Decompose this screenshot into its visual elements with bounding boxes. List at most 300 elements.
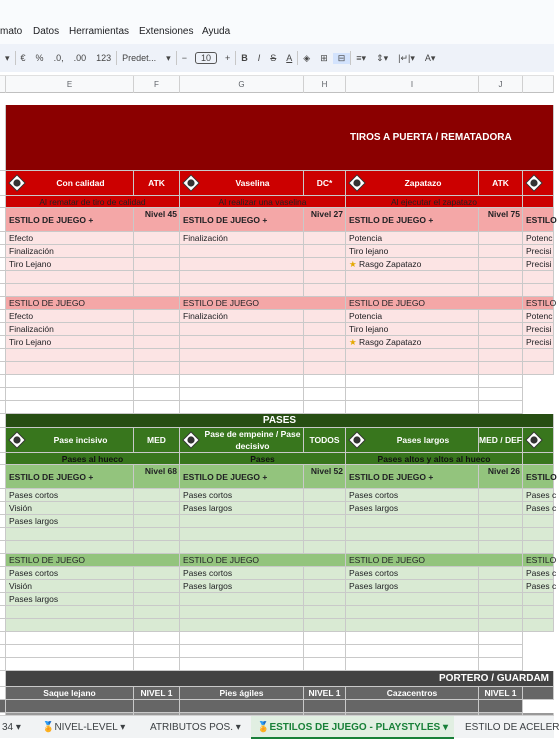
cell[interactable] (479, 232, 523, 245)
cell[interactable] (479, 528, 523, 541)
playstyle-attribute[interactable]: Tiro Lejano (6, 258, 134, 271)
empty-cell[interactable] (134, 401, 180, 414)
number-format-button[interactable]: 123 (96, 53, 112, 63)
empty-cell[interactable] (6, 632, 134, 645)
estilo-plus-label-partial[interactable]: ESTILO (523, 465, 554, 489)
playstyle-attribute[interactable] (346, 619, 479, 632)
empty-cell[interactable] (6, 375, 134, 388)
sheet-tab-aceleracion[interactable]: ESTILO DE ACELER (465, 722, 559, 733)
empty-cell[interactable] (304, 645, 346, 658)
playstyle-name[interactable]: Saque lejano (6, 687, 134, 700)
cell[interactable] (134, 502, 180, 515)
cell[interactable] (134, 489, 180, 502)
cell[interactable] (134, 580, 180, 593)
cell[interactable] (134, 258, 180, 271)
cell[interactable] (304, 700, 346, 713)
font-size-input[interactable]: 10 (195, 52, 217, 64)
cell[interactable] (180, 700, 304, 713)
cell[interactable] (479, 580, 523, 593)
nivel-value[interactable]: Nivel 52 (304, 465, 346, 489)
playstyle-attribute[interactable]: Finalización (180, 310, 304, 323)
row-gap[interactable] (0, 336, 6, 349)
playstyle-attribute[interactable]: Tiro lejano (346, 323, 479, 336)
playstyle-attribute[interactable]: Pases largos (346, 502, 479, 515)
cell[interactable] (304, 619, 346, 632)
playstyle-attribute[interactable] (180, 349, 304, 362)
cell[interactable] (304, 502, 346, 515)
partial-attribute[interactable]: Precisi (523, 336, 554, 349)
cell[interactable] (479, 700, 523, 713)
playstyle-attribute[interactable] (346, 515, 479, 528)
playstyle-attribute[interactable] (180, 245, 304, 258)
cell[interactable] (304, 580, 346, 593)
cell[interactable] (134, 362, 180, 375)
playstyle-attribute[interactable] (180, 271, 304, 284)
empty-cell[interactable] (304, 632, 346, 645)
cell[interactable] (346, 700, 479, 713)
playstyle-attribute[interactable] (180, 593, 304, 606)
cell[interactable] (134, 619, 180, 632)
partial-attribute[interactable]: Precisi (523, 323, 554, 336)
empty-cell[interactable] (134, 388, 180, 401)
cell[interactable] (304, 593, 346, 606)
playstyle-attribute[interactable]: Pases largos (6, 593, 134, 606)
nivel-value[interactable]: Nivel 45 (134, 208, 180, 232)
playstyle-category[interactable]: MED / DEF (479, 428, 523, 453)
playstyle-attribute[interactable]: Tiro Lejano (6, 336, 134, 349)
playstyle-attribute[interactable] (346, 362, 479, 375)
row-gap[interactable] (0, 196, 6, 208)
section-title-pases[interactable]: PASES (6, 414, 554, 428)
playstyle-name[interactable]: Pases largos (346, 428, 479, 453)
spreadsheet-grid[interactable] (0, 93, 557, 715)
playstyle-attribute[interactable]: Potencia (346, 310, 479, 323)
partial-attribute[interactable] (523, 619, 554, 632)
playstyle-attribute[interactable]: ★ Rasgo Zapatazo (346, 258, 479, 271)
playstyle-attribute[interactable]: Finalización (180, 232, 304, 245)
playstyle-attribute[interactable] (6, 271, 134, 284)
estilo-plus-label-partial[interactable]: ESTILO (523, 208, 554, 232)
cell[interactable] (134, 528, 180, 541)
cell[interactable] (304, 310, 346, 323)
cell[interactable] (134, 567, 180, 580)
row-gap[interactable] (0, 465, 6, 489)
sheet-tab-atributos[interactable]: ATRIBUTOS POS. ▾ (150, 722, 241, 733)
estilo-plus-label[interactable]: ESTILO DE JUEGO + (180, 208, 304, 232)
chevron-down-icon[interactable]: ▾ (5, 52, 10, 63)
estilo-label-partial[interactable]: ESTILO (523, 297, 554, 310)
cell[interactable] (479, 541, 523, 554)
cell[interactable] (523, 196, 554, 208)
row-gap[interactable] (0, 541, 6, 554)
playstyle-description[interactable]: Al ejecutar el zapatazo (346, 196, 523, 208)
cell[interactable] (134, 245, 180, 258)
playstyle-name[interactable]: Pase de empeine / Pase decisivo (180, 428, 304, 453)
playstyle-category[interactable]: NIVEL 1 (479, 687, 523, 700)
cell[interactable] (479, 336, 523, 349)
partial-attribute[interactable]: Pases c (523, 567, 554, 580)
row-gap[interactable] (0, 362, 6, 375)
cell[interactable] (304, 245, 346, 258)
menu-ayuda[interactable]: Ayuda (202, 26, 231, 37)
partial-attribute[interactable] (523, 349, 554, 362)
menu-herramientas[interactable]: Herramientas (69, 26, 130, 37)
partial-attribute[interactable] (523, 271, 554, 284)
cell[interactable] (304, 362, 346, 375)
empty-cell[interactable] (479, 632, 523, 645)
row-gap[interactable] (0, 428, 6, 453)
playstyle-attribute[interactable]: Efecto (6, 310, 134, 323)
text-rotate-icon[interactable]: A▾ (424, 52, 436, 63)
row-gap[interactable] (0, 515, 6, 528)
cell[interactable] (479, 515, 523, 528)
row-gap[interactable] (0, 297, 6, 310)
cell[interactable] (134, 349, 180, 362)
row-gap[interactable] (0, 245, 6, 258)
row-gap[interactable] (0, 284, 6, 297)
row-gap[interactable] (0, 593, 6, 606)
cell[interactable] (479, 271, 523, 284)
row-gap[interactable] (0, 271, 6, 284)
sheet-tab-estilos[interactable]: 🏅ESTILOS DE JUEGO - PLAYSTYLES ▾ (251, 716, 454, 739)
playstyle-attribute[interactable]: Tiro lejano (346, 245, 479, 258)
strikethrough-icon[interactable]: S (270, 53, 277, 63)
empty-cell[interactable] (180, 401, 304, 414)
empty-cell[interactable] (346, 645, 479, 658)
estilo-plus-label[interactable]: ESTILO DE JUEGO + (346, 208, 479, 232)
playstyle-attribute[interactable] (6, 606, 134, 619)
playstyle-attribute[interactable]: Potencia (346, 232, 479, 245)
empty-cell[interactable] (346, 401, 479, 414)
empty-cell[interactable] (304, 388, 346, 401)
estilo-label[interactable]: ESTILO DE JUEGO (6, 297, 180, 310)
cell[interactable] (304, 349, 346, 362)
empty-cell[interactable] (134, 632, 180, 645)
cell[interactable] (134, 323, 180, 336)
playstyle-description[interactable]: Al realizar una vaselina (180, 196, 346, 208)
cell[interactable] (479, 619, 523, 632)
cell[interactable] (304, 489, 346, 502)
partial-attribute[interactable] (523, 606, 554, 619)
section-title-portero[interactable]: PORTERO / GUARDAM (6, 671, 554, 687)
playstyle-attribute[interactable] (180, 606, 304, 619)
playstyle-attribute[interactable]: Pases cortos (180, 489, 304, 502)
playstyle-category[interactable]: NIVEL 1 (304, 687, 346, 700)
empty-cell[interactable] (134, 645, 180, 658)
partial-attribute[interactable]: Precisi (523, 258, 554, 271)
playstyle-description[interactable]: Pases altos y altos al hueco (346, 453, 523, 465)
row-gap[interactable] (0, 208, 6, 232)
menu-extensiones[interactable]: Extensiones (139, 26, 194, 37)
playstyle-description[interactable]: Al rematar de tiro de calidad (6, 196, 180, 208)
empty-cell[interactable] (479, 658, 523, 671)
nivel-value[interactable]: Nivel 26 (479, 465, 523, 489)
playstyle-name[interactable]: Zapatazo (346, 171, 479, 196)
playstyle-attribute[interactable]: Pases cortos (6, 567, 134, 580)
empty-cell[interactable] (304, 375, 346, 388)
empty-cell[interactable] (134, 658, 180, 671)
row-gap[interactable] (0, 502, 6, 515)
vertical-align-icon[interactable]: ⇕▾ (376, 52, 389, 63)
playstyle-attribute[interactable] (346, 284, 479, 297)
cell[interactable] (134, 336, 180, 349)
playstyle-name[interactable]: Vaselina (180, 171, 304, 196)
estilo-label[interactable]: ESTILO DE JUEGO (346, 297, 523, 310)
estilo-plus-label[interactable]: ESTILO DE JUEGO + (6, 208, 134, 232)
row-gap[interactable] (0, 528, 6, 541)
playstyle-category[interactable]: DC* (304, 171, 346, 196)
cell[interactable] (304, 271, 346, 284)
playstyle-attribute[interactable]: Pases cortos (180, 567, 304, 580)
empty-cell[interactable] (180, 388, 304, 401)
row-gap[interactable] (0, 310, 6, 323)
playstyle-category[interactable]: MED (134, 428, 180, 453)
column-header-j[interactable]: J (479, 76, 523, 93)
playstyle-attribute[interactable] (180, 362, 304, 375)
decrease-decimal-button[interactable]: .0, (53, 53, 64, 63)
playstyle-attribute[interactable] (180, 541, 304, 554)
column-header-f[interactable]: F (134, 76, 180, 93)
playstyle-attribute[interactable]: Finalización (6, 323, 134, 336)
estilo-plus-label[interactable]: ESTILO DE JUEGO + (6, 465, 134, 489)
estilo-plus-label[interactable]: ESTILO DE JUEGO + (180, 465, 304, 489)
row-gap[interactable] (0, 580, 6, 593)
cell[interactable] (6, 700, 134, 713)
font-select[interactable]: Predet... (122, 53, 157, 63)
nivel-value[interactable]: Nivel 27 (304, 208, 346, 232)
partial-attribute[interactable]: Pases c (523, 502, 554, 515)
row-gap[interactable] (0, 489, 6, 502)
section-title-tiros[interactable]: TIROS A PUERTA / REMATADORA (6, 105, 554, 171)
estilo-label[interactable]: ESTILO DE JUEGO (6, 554, 180, 567)
playstyle-attribute[interactable] (180, 528, 304, 541)
estilo-plus-label[interactable]: ESTILO DE JUEGO + (346, 465, 479, 489)
estilo-label[interactable]: ESTILO DE JUEGO (180, 554, 346, 567)
playstyle-attribute[interactable] (6, 349, 134, 362)
playstyle-category[interactable]: NIVEL 1 (134, 687, 180, 700)
row-gap[interactable] (0, 567, 6, 580)
borders-icon[interactable]: ⊞ (320, 52, 328, 63)
partial-attribute[interactable]: Pases c (523, 580, 554, 593)
row-gap[interactable] (0, 232, 6, 245)
partial-attribute[interactable]: Potenc (523, 232, 554, 245)
cell[interactable] (134, 606, 180, 619)
column-header-h[interactable]: H (304, 76, 346, 93)
cell[interactable] (134, 515, 180, 528)
row-gap[interactable] (0, 687, 6, 700)
playstyle-attribute[interactable]: Visión (6, 580, 134, 593)
empty-cell[interactable] (479, 375, 523, 388)
cell[interactable] (304, 284, 346, 297)
empty-cell[interactable] (6, 658, 134, 671)
playstyle-attribute[interactable]: Efecto (6, 232, 134, 245)
playstyle-attribute[interactable]: Pases cortos (6, 489, 134, 502)
cell[interactable] (134, 271, 180, 284)
percent-button[interactable]: % (35, 53, 44, 63)
cell[interactable] (479, 323, 523, 336)
cell[interactable] (523, 453, 554, 465)
cell[interactable] (304, 541, 346, 554)
playstyle-attribute[interactable] (6, 284, 134, 297)
playstyle-name[interactable]: Cazacentros (346, 687, 479, 700)
font-size-increase-icon[interactable]: + (224, 53, 231, 63)
menu-format[interactable]: mato (0, 26, 23, 37)
nivel-value[interactable]: Nivel 75 (479, 208, 523, 232)
cell[interactable] (479, 362, 523, 375)
cell[interactable] (479, 606, 523, 619)
partial-attribute[interactable]: Pases c (523, 489, 554, 502)
cell[interactable] (479, 502, 523, 515)
fill-color-icon[interactable]: ◈ (303, 52, 311, 63)
chevron-down-icon[interactable]: ▾ (166, 52, 171, 63)
italic-button[interactable]: I (257, 53, 261, 63)
playstyle-attribute[interactable] (6, 362, 134, 375)
playstyle-category[interactable]: ATK (479, 171, 523, 196)
cell[interactable] (134, 700, 180, 713)
playstyle-attribute[interactable] (6, 619, 134, 632)
playstyle-attribute[interactable]: Pases largos (180, 502, 304, 515)
sheet-tab-34[interactable]: 34 ▾ (2, 722, 21, 733)
row-gap[interactable] (0, 171, 6, 196)
cell[interactable] (479, 258, 523, 271)
empty-cell[interactable] (304, 658, 346, 671)
partial-attribute[interactable] (523, 541, 554, 554)
cell[interactable] (479, 245, 523, 258)
playstyle-attribute[interactable] (346, 541, 479, 554)
partial-attribute[interactable]: Potenc (523, 310, 554, 323)
playstyle-attribute[interactable] (180, 323, 304, 336)
row-gap[interactable] (0, 453, 6, 465)
partial-attribute[interactable] (523, 362, 554, 375)
partial-attribute[interactable] (523, 528, 554, 541)
playstyle-description[interactable]: Pases al hueco (6, 453, 180, 465)
row-gap[interactable] (0, 258, 6, 271)
column-header-e[interactable]: E (6, 76, 134, 93)
playstyle-attribute[interactable]: Finalización (6, 245, 134, 258)
playstyle-attribute[interactable] (6, 541, 134, 554)
row-gap[interactable] (0, 349, 6, 362)
estilo-label-partial[interactable]: ESTILO (523, 554, 554, 567)
cell[interactable] (304, 515, 346, 528)
cell[interactable] (479, 489, 523, 502)
empty-cell[interactable] (346, 388, 479, 401)
playstyle-attribute[interactable]: Pases largos (6, 515, 134, 528)
playstyle-attribute[interactable] (346, 271, 479, 284)
empty-cell[interactable] (180, 632, 304, 645)
column-header-i[interactable]: I (346, 76, 479, 93)
empty-cell[interactable] (346, 632, 479, 645)
estilo-label[interactable]: ESTILO DE JUEGO (346, 554, 523, 567)
estilo-label[interactable]: ESTILO DE JUEGO (180, 297, 346, 310)
playstyle-name[interactable]: Pase incisivo (6, 428, 134, 453)
column-header-g[interactable]: G (180, 76, 304, 93)
cell[interactable] (304, 258, 346, 271)
empty-cell[interactable] (346, 658, 479, 671)
text-wrap-icon[interactable]: |↵|▾ (398, 52, 415, 63)
sheet-tab-nivel[interactable]: 🏅NIVEL-LEVEL ▾ (42, 722, 126, 733)
empty-cell[interactable] (304, 401, 346, 414)
partial-attribute[interactable] (523, 284, 554, 297)
empty-cell[interactable] (180, 375, 304, 388)
empty-cell[interactable] (6, 388, 134, 401)
empty-cell[interactable] (346, 375, 479, 388)
playstyle-attribute[interactable]: ★ Rasgo Zapatazo (346, 336, 479, 349)
empty-cell[interactable] (6, 645, 134, 658)
playstyle-attribute[interactable] (180, 619, 304, 632)
cell[interactable] (523, 687, 554, 700)
playstyle-category[interactable]: TODOS (304, 428, 346, 453)
cell[interactable] (479, 284, 523, 297)
row-gap[interactable] (0, 323, 6, 336)
empty-cell[interactable] (6, 401, 134, 414)
empty-cell[interactable] (134, 375, 180, 388)
text-color-icon[interactable]: A (286, 53, 293, 63)
playstyle-description[interactable]: Pases (180, 453, 346, 465)
cell[interactable] (304, 323, 346, 336)
nivel-value[interactable]: Nivel 68 (134, 465, 180, 489)
playstyle-attribute[interactable]: Pases cortos (346, 489, 479, 502)
playstyle-name[interactable]: Con calidad (6, 171, 134, 196)
cell[interactable] (304, 232, 346, 245)
bold-button[interactable]: B (241, 53, 248, 63)
playstyle-attribute[interactable] (180, 284, 304, 297)
playstyle-category[interactable]: ATK (134, 171, 180, 196)
empty-cell[interactable] (180, 645, 304, 658)
align-icon[interactable]: ≡▾ (356, 52, 367, 63)
cell[interactable] (304, 567, 346, 580)
empty-cell[interactable] (180, 658, 304, 671)
empty-cell[interactable] (479, 388, 523, 401)
cell[interactable] (134, 310, 180, 323)
playstyle-attribute[interactable] (346, 349, 479, 362)
playstyle-attribute[interactable]: Visión (6, 502, 134, 515)
playstyle-attribute[interactable] (346, 528, 479, 541)
playstyle-attribute[interactable] (180, 336, 304, 349)
cell[interactable] (134, 541, 180, 554)
merge-cells-icon[interactable]: ⊟ (333, 53, 351, 64)
playstyle-attribute[interactable] (346, 606, 479, 619)
font-size-decrease-icon[interactable]: − (181, 53, 187, 63)
partial-attribute[interactable]: Precisi (523, 245, 554, 258)
partial-attribute[interactable] (523, 515, 554, 528)
playstyle-name[interactable]: Pies ágiles (180, 687, 304, 700)
playstyle-attribute[interactable] (180, 258, 304, 271)
column-header-k[interactable] (523, 76, 554, 93)
empty-cell[interactable] (479, 645, 523, 658)
cell[interactable] (304, 336, 346, 349)
row-gap[interactable] (0, 554, 6, 567)
cell[interactable] (134, 232, 180, 245)
cell[interactable] (479, 310, 523, 323)
playstyle-attribute[interactable]: Pases largos (180, 580, 304, 593)
currency-button[interactable]: € (20, 53, 26, 63)
cell[interactable] (479, 567, 523, 580)
row-gap[interactable] (0, 619, 6, 632)
empty-cell[interactable] (479, 401, 523, 414)
menu-datos[interactable]: Datos (33, 26, 60, 37)
increase-decimal-button[interactable]: .00 (73, 53, 87, 63)
cell[interactable] (134, 593, 180, 606)
cell[interactable] (479, 593, 523, 606)
cell[interactable] (304, 528, 346, 541)
playstyle-attribute[interactable] (346, 593, 479, 606)
partial-attribute[interactable] (523, 593, 554, 606)
playstyle-attribute[interactable] (6, 528, 134, 541)
cell[interactable] (304, 606, 346, 619)
playstyle-attribute[interactable]: Pases cortos (346, 567, 479, 580)
cell[interactable] (134, 284, 180, 297)
cell[interactable] (479, 349, 523, 362)
